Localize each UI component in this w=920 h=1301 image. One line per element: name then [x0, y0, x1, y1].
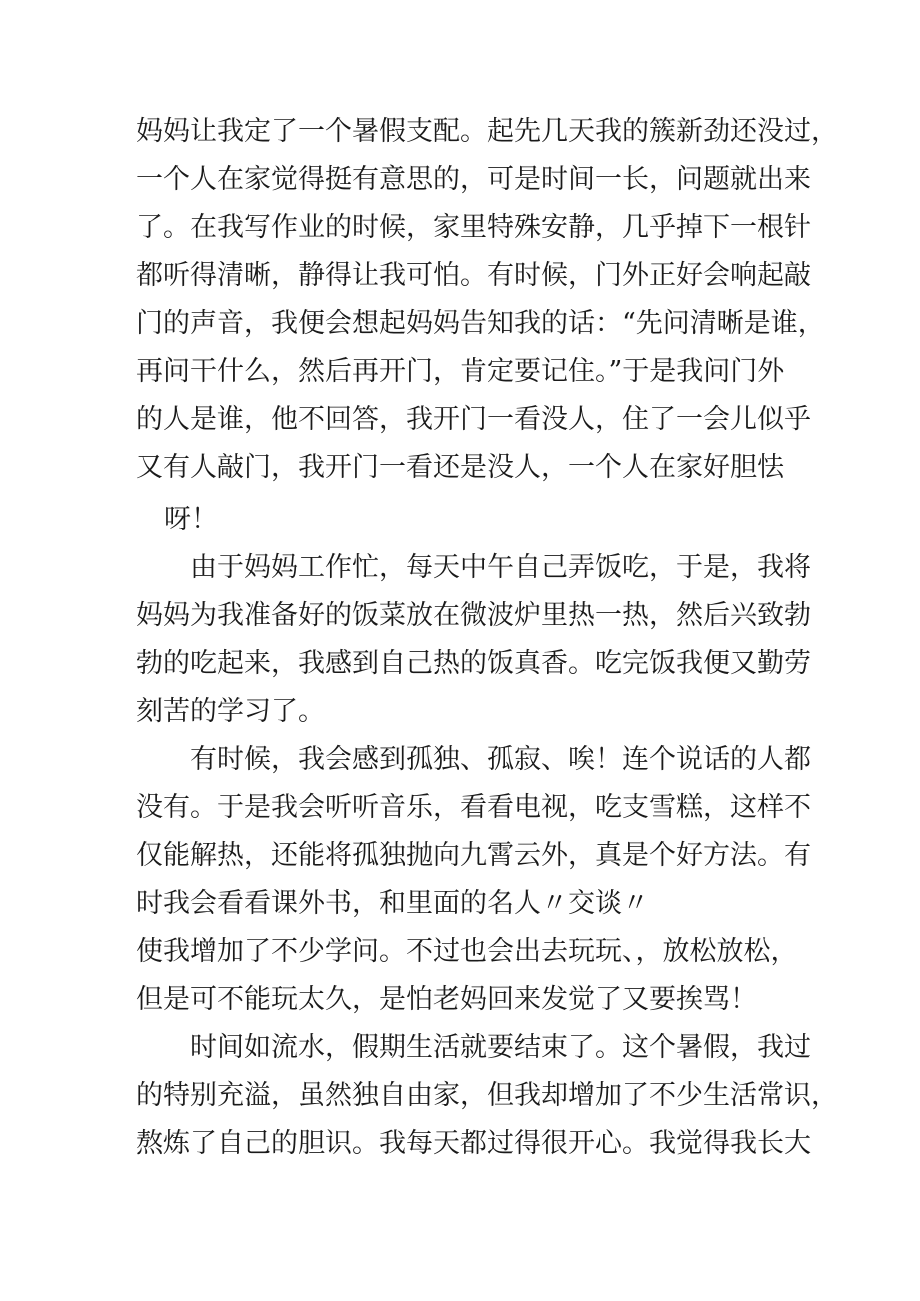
text-line: 刻苦的学习了。 [136, 696, 325, 727]
text-line: 没有。于是我会听听音乐，看看电视，吃支雪糕，这样不 [136, 792, 811, 823]
text-line: 一个人在家觉得挺有意思的，可是时间一长，问题就出来 [136, 164, 811, 195]
paragraph-start-line: 由于妈妈工作忙，每天中午自己弄饭吃，于是，我将 [190, 552, 811, 583]
paragraph-start-line: 时间如流水，假期生活就要结束了。这个暑假，我过 [190, 1032, 811, 1063]
text-line: 妈妈让我定了一个暑假支配。起先几天我的簇新劲还没过， [136, 116, 838, 147]
paragraph-start-line: 有时候，我会感到孤独、孤寂、唉！连个说话的人都 [190, 744, 811, 775]
text-line: 使我增加了不少学问。不过也会出去玩玩、，放松放松， [136, 936, 798, 967]
text-line: 但是可不能玩太久，是怕老妈回来发觉了又要挨骂！ [136, 984, 757, 1015]
text-line: 了。在我写作业的时候，家里特殊安静，几乎掉下一根针 [136, 212, 811, 243]
text-line: 妈妈为我准备好的饭菜放在微波炉里热一热，然后兴致勃 [136, 600, 811, 631]
text-line: 的特别充溢，虽然独自由家，但我却增加了不少生活常识， [136, 1080, 838, 1111]
text-line: 时我会看看课外书，和里面的名人〃交谈〃 [136, 888, 649, 919]
text-line: 又有人敲门，我开门一看还是没人，一个人在家好胆怯 [136, 452, 784, 483]
text-line: 都听得清晰，静得让我可怕。有时候，门外正好会响起敲 [136, 260, 811, 291]
text-line: 熬炼了自己的胆识。我每天都过得很开心。我觉得我长大 [136, 1128, 811, 1159]
text-line: 勃的吃起来，我感到自己热的饭真香。吃完饭我便又勤劳 [136, 648, 811, 679]
text-line: 的人是谁，他不回答，我开门一看没人，住了一会儿似乎 [136, 404, 811, 435]
text-line: 门的声音，我便会想起妈妈告知我的话：“先问清晰是谁， [136, 308, 825, 339]
text-line: 呀！ [164, 504, 218, 535]
text-line: 再问干什么，然后再开门，肯定要记住。”于是我问门外 [136, 356, 785, 387]
text-line: 仅能解热，还能将孤独抛向九霄云外，真是个好方法。有 [136, 840, 811, 871]
